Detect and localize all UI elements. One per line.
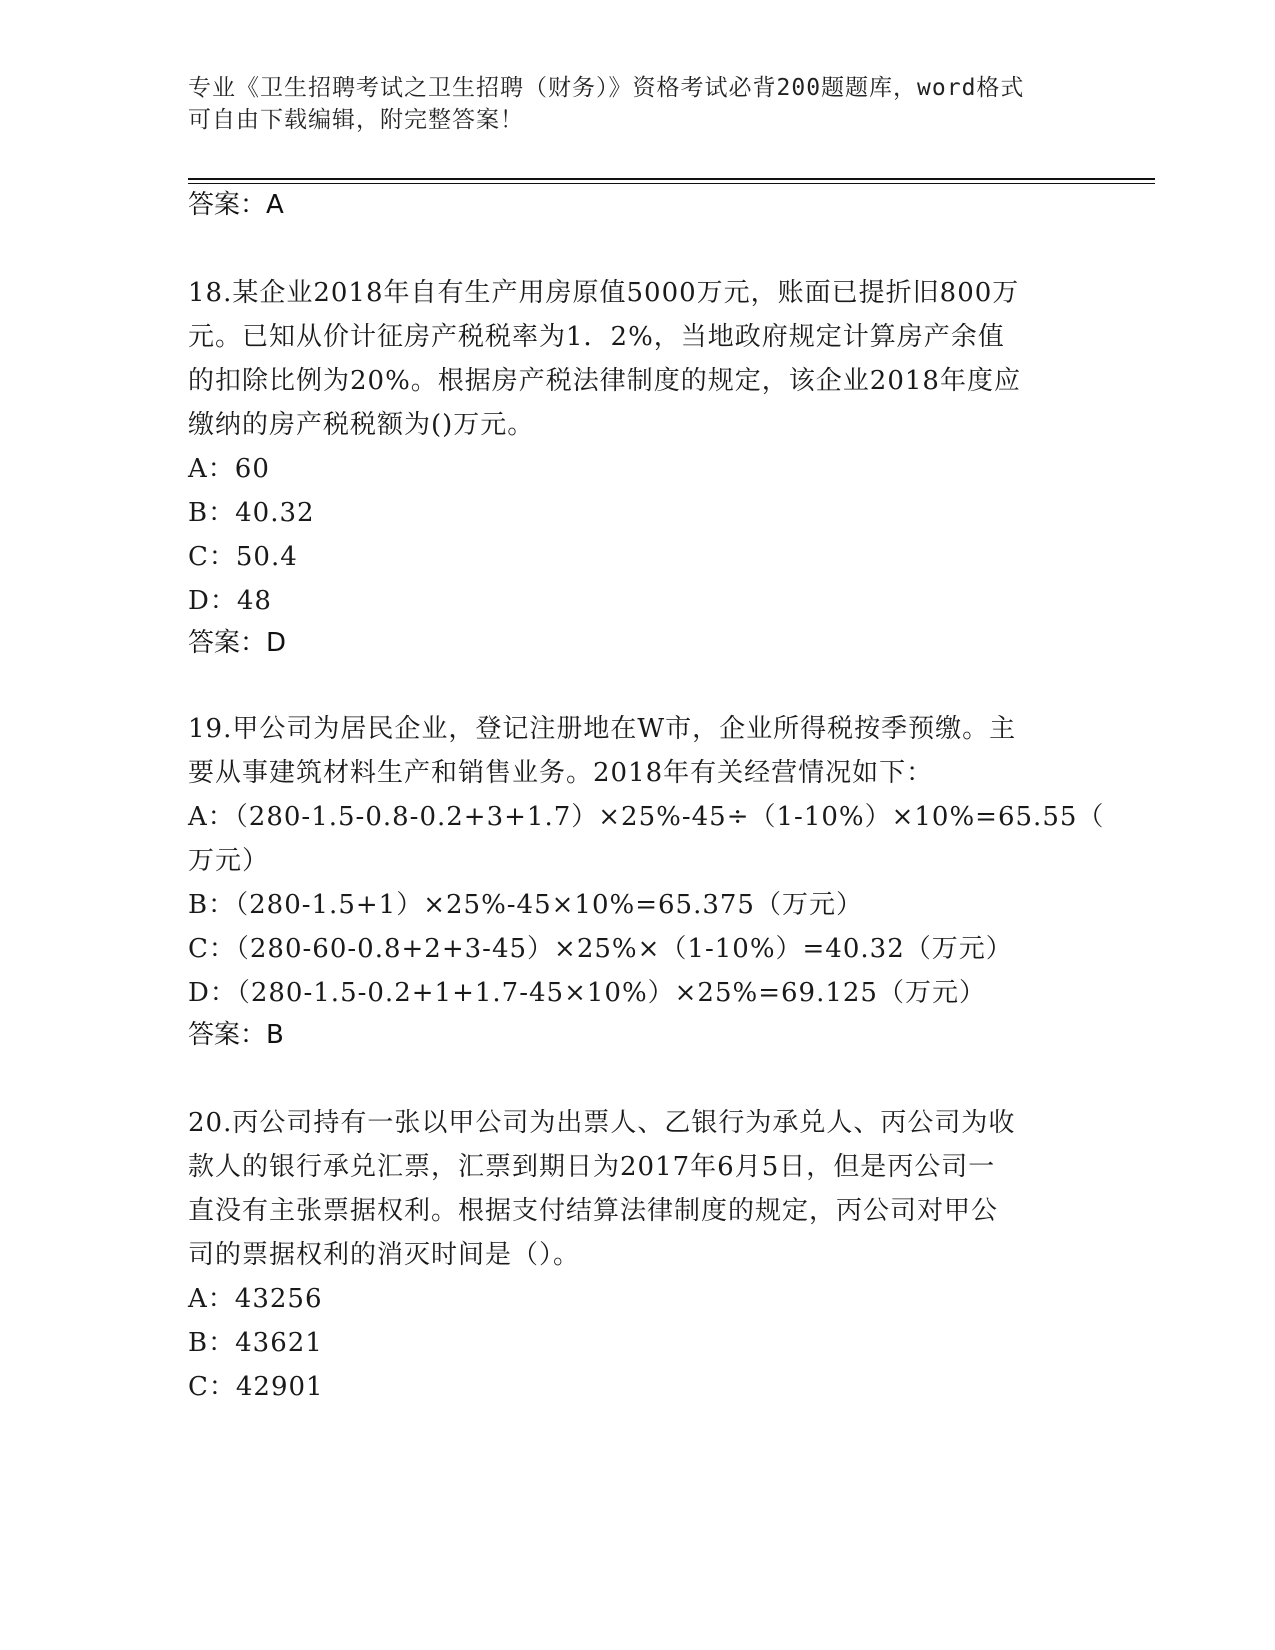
q18-text-line: 元。已知从价计征房产税税率为1．2%，当地政府规定计算房产余值 (188, 322, 1005, 352)
q19-option-d: D：（280-1.5-0.2+1+1.7-45×10%）×25%=69.125（万元） (188, 978, 986, 1008)
q18-text-line: 缴纳的房产税税额为()万元。 (188, 410, 535, 440)
q18-text-line: 18.某企业2018年自有生产用房原值5000万元，账面已提折旧800万 (188, 278, 1020, 308)
q19-answer: 答案：B (188, 1020, 284, 1050)
q18-option-c: C：50.4 (188, 542, 298, 572)
q19-text-line: 要从事建筑材料生产和销售业务。2018年有关经营情况如下： (188, 758, 934, 788)
q18-option-a: A：60 (188, 454, 270, 484)
q20-option-c: C：42901 (188, 1372, 324, 1402)
q20-option-b: B：43621 (188, 1328, 323, 1358)
q19-option-a-cont: 万元） (188, 846, 270, 876)
q18-option-b: B：40.32 (188, 498, 315, 528)
q20-option-a: A：43256 (188, 1284, 323, 1314)
q19-text-line: 19.甲公司为居民企业，登记注册地在W市，企业所得税按季预缴。主 (188, 714, 1017, 744)
q20-text-line: 直没有主张票据权利。根据支付结算法律制度的规定，丙公司对甲公 (188, 1196, 999, 1226)
q20-text-line: 款人的银行承兑汇票，汇票到期日为2017年6月5日，但是丙公司一 (188, 1152, 996, 1182)
answer-top: 答案：A (188, 190, 284, 220)
header-divider-thin (188, 183, 1155, 184)
q19-option-b: B：（280-1.5+1）×25%-45×10%=65.375（万元） (188, 890, 863, 920)
header-divider-thick (188, 178, 1155, 180)
q18-text-line: 的扣除比例为20%。根据房产税法律制度的规定，该企业2018年度应 (188, 366, 1021, 396)
document-header (188, 72, 1078, 136)
q18-answer: 答案：D (188, 628, 287, 658)
q20-text-line: 20.丙公司持有一张以甲公司为出票人、乙银行为承兑人、丙公司为收 (188, 1108, 1016, 1138)
q18-option-d: D：48 (188, 586, 272, 616)
header-line-2: 可自由下载编辑，附完整答案！ (188, 107, 524, 133)
q19-option-a: A：（280-1.5-0.8-0.2+3+1.7）×25%-45÷（1-10%）×10%=65.55（ (188, 802, 1105, 832)
q19-option-c: C：（280-60-0.8+2+3-45）×25%×（1-10%）=40.32（万元） (188, 934, 1013, 964)
header-line-1: 专业《卫生招聘考试之卫生招聘（财务）》资格考试必背200题题库，word格式 (188, 75, 1025, 101)
q20-text-line: 司的票据权利的消灭时间是（）。 (188, 1240, 581, 1270)
